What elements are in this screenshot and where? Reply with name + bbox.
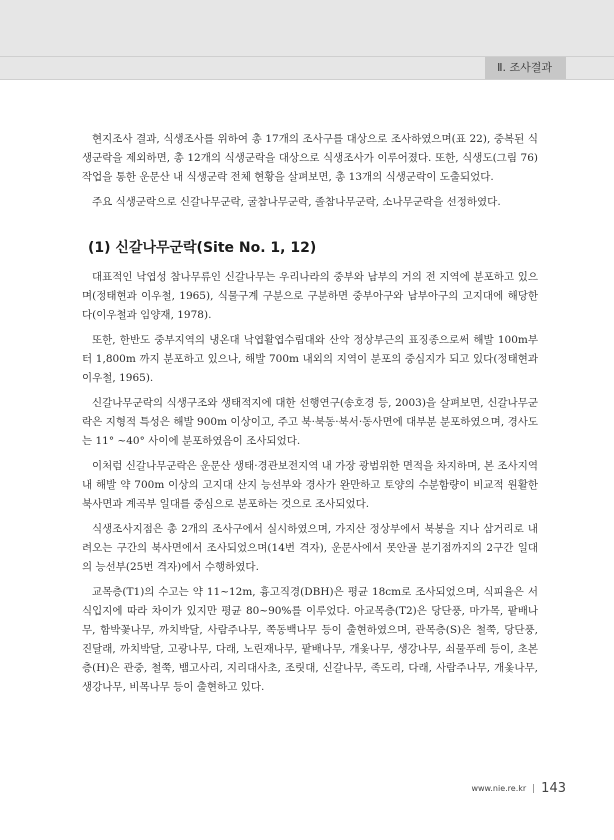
body-paragraph-3: 신갈나무군락의 식생구조와 생태적지에 대한 선행연구(송호경 등, 2003)을 살펴보면, 신갈나무군락은 지형적 특성은 해발 900m 이상이고, 주고 북·북동·북서·동사면에 대부분 분포하였으며, 경사도는 11° ~40° 사이에 분포하였음이 조사되었다. [82,397,538,447]
page-number: 143 [541,781,566,796]
body-text [82,130,538,703]
body-paragraph-2: 또한, 한반도 중부지역의 냉온대 낙엽활엽수림대와 산악 정상부근의 표징종으로써 해발 100m부터 1,800m 까지 분포하고 있으나, 해발 700m 내외의 지역이 분포의 중심지가 되고 있다(정태현과 이우철, 1965). [82,334,538,384]
intro-paragraph-2: 주요 식생군락으로 신갈나무군락, 굴참나무군락, 졸참나무군락, 소나무군락을 선정하였다. [92,196,501,208]
footer-divider [533,784,534,793]
chapter-label: Ⅱ. 조사결과 [485,57,566,79]
body-paragraph-6: 교목층(T1)의 수고는 약 11~12m, 흉고직경(DBH)은 평균 18cm로 조사되었으며, 식피율은 서식입지에 따라 차이가 있지만 평균 80~90%를 이루었다. 아교목층(T2)은 당단풍, 마가목, 팥배나무, 함박꽃나무, 까치박달, 사람주나무, 쪽동백나무 등이 출현하였으며, 관목층(S)은 철쭉, 당단풍, 진달래, 까치박달, 고광나무, 다래, 노린재나무, 팥배나무, 개옻나무, 생강나무, 쇠물푸레 등이, 초본층(H)은 관중, 철쭉, 뱀고사리, 지리대사초, 조릿대, 신갈나무, 족도리, 다래, 사람주나무, 개옻나무, 생강나무, 비목나무 등이 출현하고 있다. [82,586,538,693]
body-paragraph-1: 대표적인 낙엽성 참나무류인 신갈나무는 우리나라의 중부와 남부의 거의 전 지역에 분포하고 있으며(정태현과 이우철, 1965), 식물구계 구분으로 구분하면 중부아구와 남부아구의 고지대에 해당한다(이우철과 임양재, 1978). [82,271,538,321]
body-paragraph-5: 식생조사지점은 총 2개의 조사구에서 실시하였으며, 가지산 정상부에서 북봉을 지나 삼거리로 내려오는 구간의 북사면에서 조사되었으며(14번 격자), 운문사에서 못안골 분기점까지의 2구간 일대의 능선부(25번 격자)에서 수행하였다. [82,523,538,573]
header-bottom-rule [0,79,614,80]
body-paragraph-4: 이처럼 신갈나무군락은 운문산 생태·경관보전지역 내 가장 광범위한 면적을 차지하며, 본 조사지역 내 해발 약 700m 이상의 고지대 산지 능선부와 경사가 완만하고 토양의 수분함량이 비교적 원활한 북사면과 계곡부 일대를 중심으로 분포하는 것으로 조사되었다. [82,460,538,510]
intro-paragraph-1: 현지조사 결과, 식생조사를 위하여 총 17개의 조사구를 대상으로 조사하였으며(표 22), 중복된 식생군락을 제외하면, 총 12개의 식생군락을 대상으로 식생조사가 이루어졌다. 또한, 식생도(그림 76) 작업을 통한 운문산 내 식생군락 전체 현황을 살펴보면, 총 13개의 식생군락이 도출되었다. [82,133,538,183]
footer-url: www.nie.re.kr [471,784,527,793]
page-footer [471,778,566,797]
section-heading: (1) 신갈나무군락(Site No. 1, 12) [88,240,317,256]
